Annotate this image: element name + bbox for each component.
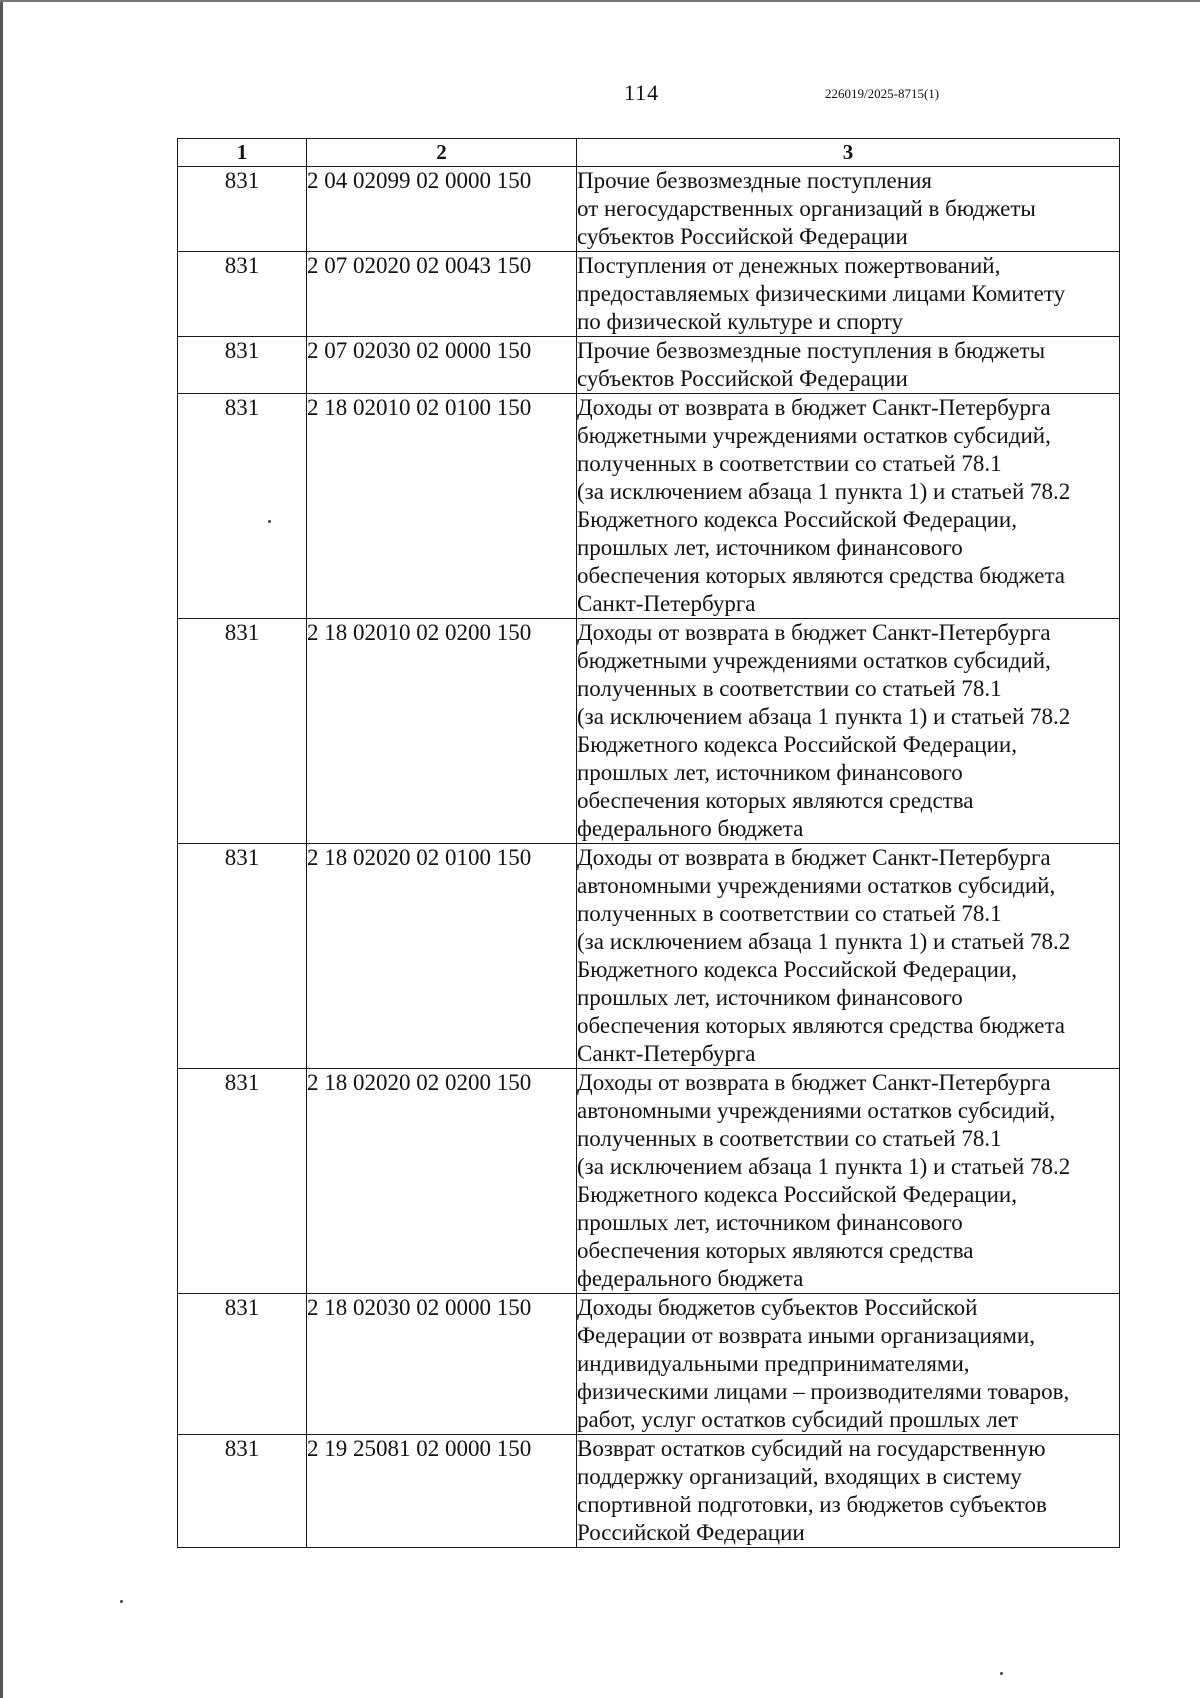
description-line: субъектов Российской Федерации: [577, 224, 908, 249]
revenue-description-cell: [577, 252, 1120, 337]
description-line: Доходы от возврата в бюджет Санкт-Петербурга: [577, 845, 1051, 870]
budget-classification-code-cell: 2 18 02020 02 0200 150: [307, 1069, 577, 1294]
description-line: работ, услуг остатков субсидий прошлых лет: [577, 1407, 1019, 1432]
scan-speck: [120, 1600, 123, 1603]
description-line: Прочие безвозмездные поступления: [577, 168, 932, 193]
column-header-1: 1: [178, 139, 307, 167]
scan-left-edge: [0, 0, 3, 1698]
description-line: Бюджетного кодекса Российской Федерации,: [577, 1182, 1017, 1207]
description-line: прошлых лет, источником финансового: [577, 760, 963, 785]
description-line: Федерации от возврата иными организациями,: [577, 1323, 1035, 1348]
revenue-description-cell: [577, 394, 1120, 619]
revenue-description-cell: [577, 844, 1120, 1069]
description-line: обеспечения которых являются средства: [577, 1238, 974, 1263]
description-line: обеспечения которых являются средства бюджета: [577, 563, 1065, 588]
revenue-description-cell: [577, 1069, 1120, 1294]
description-line: индивидуальными предпринимателями,: [577, 1351, 970, 1376]
description-line: полученных в соответствии со статьей 78.1: [577, 1126, 1002, 1151]
admin-code-cell: 831: [178, 167, 307, 252]
document-id: 226019/2025-8715(1): [825, 86, 940, 101]
admin-code-cell: 831: [178, 619, 307, 844]
admin-code-cell: 831: [178, 252, 307, 337]
description-line: физическими лицами – производителями товаров,: [577, 1379, 1070, 1404]
budget-classification-code-cell: 2 07 02030 02 0000 150: [307, 337, 577, 394]
revenue-description-cell: [577, 337, 1120, 394]
table-row: [178, 619, 1120, 844]
table-row: [178, 252, 1120, 337]
table-row: [178, 1435, 1120, 1548]
description-line: прошлых лет, источником финансового: [577, 535, 963, 560]
description-line: федерального бюджета: [577, 816, 804, 841]
description-line: полученных в соответствии со статьей 78.1: [577, 451, 1002, 476]
description-line: поддержку организаций, входящих в систему: [577, 1464, 1022, 1489]
description-line: (за исключением абзаца 1 пункта 1) и статьей 78.2: [577, 929, 1071, 954]
scan-speck: [268, 520, 271, 523]
description-line: по физической культуре и спорту: [577, 309, 903, 334]
description-line: Санкт-Петербурга: [577, 591, 756, 616]
revenue-description-cell: [577, 619, 1120, 844]
scan-top-edge: [0, 0, 1200, 2]
description-line: Санкт-Петербурга: [577, 1041, 756, 1066]
page-number: 114: [624, 80, 660, 105]
column-header-3: 3: [577, 139, 1120, 167]
budget-classification-code-cell: 2 18 02020 02 0100 150: [307, 844, 577, 1069]
description-line: предоставляемых физическими лицами Комитету: [577, 281, 1066, 306]
table-row: [178, 394, 1120, 619]
description-line: обеспечения которых являются средства бюджета: [577, 1013, 1065, 1038]
revenue-description-cell: [577, 167, 1120, 252]
description-line: бюджетными учреждениями остатков субсидий,: [577, 423, 1051, 448]
admin-code-cell: 831: [178, 1435, 307, 1548]
description-line: (за исключением абзаца 1 пункта 1) и статьей 78.2: [577, 1154, 1071, 1179]
table-row: [178, 337, 1120, 394]
description-line: Бюджетного кодекса Российской Федерации,: [577, 732, 1017, 757]
description-line: бюджетными учреждениями остатков субсидий,: [577, 648, 1051, 673]
description-line: Прочие безвозмездные поступления в бюджеты: [577, 338, 1046, 363]
description-line: обеспечения которых являются средства: [577, 788, 974, 813]
description-line: спортивной подготовки, из бюджетов субъектов: [577, 1492, 1047, 1517]
admin-code-cell: 831: [178, 337, 307, 394]
description-line: Доходы от возврата в бюджет Санкт-Петербурга: [577, 620, 1051, 645]
revenue-description-cell: [577, 1435, 1120, 1548]
description-line: субъектов Российской Федерации: [577, 366, 908, 391]
description-line: Поступления от денежных пожертвований,: [577, 253, 1001, 278]
admin-code-cell: 831: [178, 394, 307, 619]
admin-code-cell: 831: [178, 1069, 307, 1294]
revenue-codes-table: [177, 138, 1120, 1548]
table-header-row: [178, 139, 1120, 167]
budget-classification-code-cell: 2 18 02010 02 0200 150: [307, 619, 577, 844]
description-line: полученных в соответствии со статьей 78.1: [577, 676, 1002, 701]
table-row: [178, 844, 1120, 1069]
description-line: (за исключением абзаца 1 пункта 1) и статьей 78.2: [577, 704, 1071, 729]
description-line: федерального бюджета: [577, 1266, 804, 1291]
description-line: автономными учреждениями остатков субсидий,: [577, 873, 1056, 898]
description-line: прошлых лет, источником финансового: [577, 985, 963, 1010]
budget-classification-code-cell: 2 18 02010 02 0100 150: [307, 394, 577, 619]
budget-classification-code-cell: 2 18 02030 02 0000 150: [307, 1294, 577, 1435]
description-line: Возврат остатков субсидий на государственную: [577, 1436, 1046, 1461]
description-line: прошлых лет, источником финансового: [577, 1210, 963, 1235]
budget-classification-code-cell: 2 07 02020 02 0043 150: [307, 252, 577, 337]
description-line: Доходы от возврата в бюджет Санкт-Петербурга: [577, 1070, 1051, 1095]
budget-classification-code-cell: 2 19 25081 02 0000 150: [307, 1435, 577, 1548]
table-body: [178, 167, 1120, 1548]
description-line: Бюджетного кодекса Российской Федерации,: [577, 957, 1017, 982]
column-header-2: 2: [307, 139, 577, 167]
description-line: Российской Федерации: [577, 1520, 805, 1545]
description-line: автономными учреждениями остатков субсидий,: [577, 1098, 1056, 1123]
description-line: Бюджетного кодекса Российской Федерации,: [577, 507, 1017, 532]
scan-speck: [1000, 1672, 1003, 1675]
table-row: [178, 167, 1120, 252]
revenue-description-cell: [577, 1294, 1120, 1435]
description-line: полученных в соответствии со статьей 78.1: [577, 901, 1002, 926]
admin-code-cell: 831: [178, 844, 307, 1069]
table-row: [178, 1069, 1120, 1294]
description-line: Доходы от возврата в бюджет Санкт-Петербурга: [577, 395, 1051, 420]
description-line: от негосударственных организаций в бюджеты: [577, 196, 1036, 221]
admin-code-cell: 831: [178, 1294, 307, 1435]
table-row: [178, 1294, 1120, 1435]
budget-classification-code-cell: 2 04 02099 02 0000 150: [307, 167, 577, 252]
description-line: Доходы бюджетов субъектов Российской: [577, 1295, 978, 1320]
description-line: (за исключением абзаца 1 пункта 1) и статьей 78.2: [577, 479, 1071, 504]
